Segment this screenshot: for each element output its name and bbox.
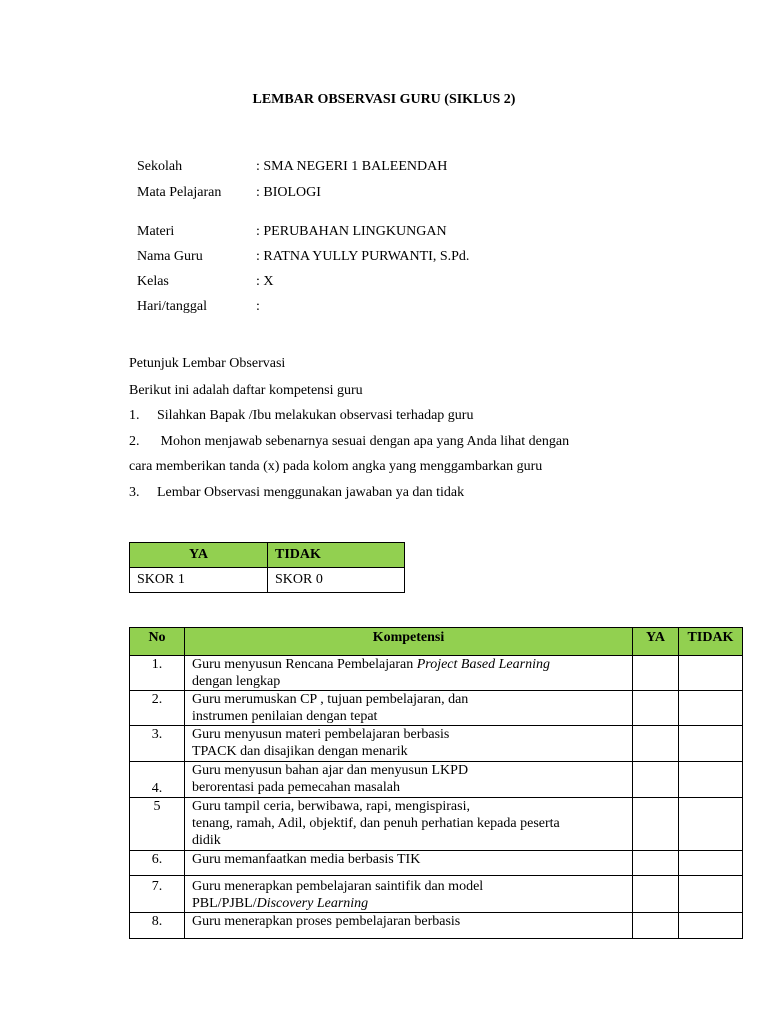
ya-checkbox-cell[interactable]	[633, 691, 679, 726]
ya-checkbox-cell[interactable]	[633, 762, 679, 798]
info-row-tanggal	[137, 298, 260, 315]
competency-italic: Discovery Learning	[256, 896, 369, 911]
info-value: : X	[256, 274, 274, 289]
info-row-kelas	[137, 273, 274, 290]
info-value: :	[256, 299, 260, 314]
tidak-checkbox-cell[interactable]	[679, 798, 743, 851]
row-number: 5	[130, 798, 185, 851]
info-value: : SMA NEGERI 1 BALEENDAH	[256, 159, 448, 174]
instructions-intro: Berikut ini adalah daftar kompetensi guru	[129, 383, 363, 398]
competency-line: tenang, ramah, Adil, objektif, dan penuh perhatian kepada peserta	[192, 816, 560, 831]
instruction-number: 3.	[129, 485, 140, 500]
competency-line: Guru tampil ceria, berwibawa, rapi, mengispirasi,	[192, 799, 470, 814]
table-row	[130, 798, 743, 851]
competency-table	[129, 627, 743, 939]
row-number: 1.	[130, 656, 185, 691]
competency-text	[185, 798, 633, 851]
table-row	[130, 762, 743, 798]
page-title: LEMBAR OBSERVASI GURU (SIKLUS 2)	[252, 92, 516, 107]
table-row	[130, 851, 743, 876]
ya-checkbox-cell[interactable]	[633, 913, 679, 939]
competency-line: Guru menyusun bahan ajar dan menyusun LKPD	[192, 763, 469, 778]
row-number: 7.	[130, 876, 185, 913]
competency-line: dengan lengkap	[192, 674, 281, 689]
table-row	[130, 876, 743, 913]
tidak-checkbox-cell[interactable]	[679, 851, 743, 876]
ya-checkbox-cell[interactable]	[633, 798, 679, 851]
competency-text	[185, 656, 633, 691]
tidak-checkbox-cell[interactable]	[679, 762, 743, 798]
tidak-checkbox-cell[interactable]	[679, 913, 743, 939]
competency-text	[185, 913, 633, 939]
header-tidak: TIDAK	[679, 628, 743, 656]
competency-header-row	[130, 628, 743, 656]
instruction-text: Silahkan Bapak /Ibu melakukan observasi terhadap guru	[157, 408, 474, 423]
row-number: 8.	[130, 913, 185, 939]
tidak-checkbox-cell[interactable]	[679, 656, 743, 691]
tidak-checkbox-cell[interactable]	[679, 726, 743, 762]
table-row	[130, 691, 743, 726]
row-number: 2.	[130, 691, 185, 726]
instruction-item	[129, 433, 569, 450]
competency-line: Guru menerapkan pembelajaran saintifik dan model	[192, 879, 484, 894]
competency-text	[185, 691, 633, 726]
instruction-text: Lembar Observasi menggunakan jawaban ya dan tidak	[157, 485, 465, 500]
competency-line: Guru menyusun materi pembelajaran berbasis	[192, 727, 450, 742]
instruction-number: 2.	[129, 434, 140, 449]
instruction-item	[129, 407, 473, 424]
header-kompetensi: Kompetensi	[185, 628, 633, 656]
ya-checkbox-cell[interactable]	[633, 851, 679, 876]
competency-line: berorentasi pada pemecahan masalah	[192, 780, 400, 795]
score-value-ya: SKOR 1	[130, 568, 268, 593]
competency-line: PBL/PJBL/	[192, 896, 257, 911]
competency-italic: Project Based Learning	[416, 657, 550, 672]
info-label: Materi	[137, 224, 175, 239]
info-row-sekolah	[137, 158, 447, 175]
instruction-text: Mohon menjawab sebenarnya sesuai dengan apa yang Anda lihat dengan	[157, 434, 570, 449]
info-row-mapel	[137, 184, 321, 201]
competency-line: TPACK dan disajikan dengan menarik	[192, 744, 408, 759]
ya-checkbox-cell[interactable]	[633, 656, 679, 691]
instruction-continuation: cara memberikan tanda (x) pada kolom angka yang menggambarkan guru	[129, 459, 543, 474]
score-value-tidak: SKOR 0	[268, 568, 405, 593]
competency-text	[185, 726, 633, 762]
competency-line: didik	[192, 833, 221, 848]
ya-checkbox-cell[interactable]	[633, 876, 679, 913]
info-value: : BIOLOGI	[256, 185, 321, 200]
competency-line: Guru memanfaatkan media berbasis TIK	[192, 852, 421, 867]
info-label: Mata Pelajaran	[137, 185, 222, 200]
competency-line: Guru menerapkan proses pembelajaran berbasis	[192, 914, 461, 929]
header-ya: YA	[633, 628, 679, 656]
row-number: 3.	[130, 726, 185, 762]
table-row	[130, 656, 743, 691]
info-label: Hari/tanggal	[137, 299, 207, 314]
info-label: Nama Guru	[137, 249, 203, 264]
info-row-materi	[137, 223, 447, 240]
score-legend-table	[129, 542, 405, 593]
tidak-checkbox-cell[interactable]	[679, 876, 743, 913]
row-number: 6.	[130, 851, 185, 876]
instruction-item	[129, 484, 464, 501]
competency-line: Guru merumuskan CP , tujuan pembelajaran, dan	[192, 692, 469, 707]
info-value: : RATNA YULLY PURWANTI, S.Pd.	[256, 249, 470, 264]
info-label: Kelas	[137, 274, 169, 289]
instructions-heading: Petunjuk Lembar Observasi	[129, 356, 286, 371]
score-header-tidak: TIDAK	[268, 543, 405, 568]
competency-text	[185, 876, 633, 913]
score-value-row	[130, 568, 405, 593]
info-row-guru	[137, 248, 469, 265]
table-row	[130, 913, 743, 939]
competency-line: Guru menyusun Rencana Pembelajaran	[192, 657, 417, 672]
competency-line: instrumen penilaian dengan tepat	[192, 709, 378, 724]
ya-checkbox-cell[interactable]	[633, 726, 679, 762]
row-number: 4.	[130, 762, 185, 798]
instruction-number: 1.	[129, 408, 140, 423]
header-no: No	[130, 628, 185, 656]
score-header-row	[130, 543, 405, 568]
tidak-checkbox-cell[interactable]	[679, 691, 743, 726]
score-header-ya: YA	[130, 543, 268, 568]
info-value: : PERUBAHAN LINGKUNGAN	[256, 224, 447, 239]
competency-text	[185, 762, 633, 798]
table-row	[130, 726, 743, 762]
info-label: Sekolah	[137, 159, 183, 174]
competency-text	[185, 851, 633, 876]
